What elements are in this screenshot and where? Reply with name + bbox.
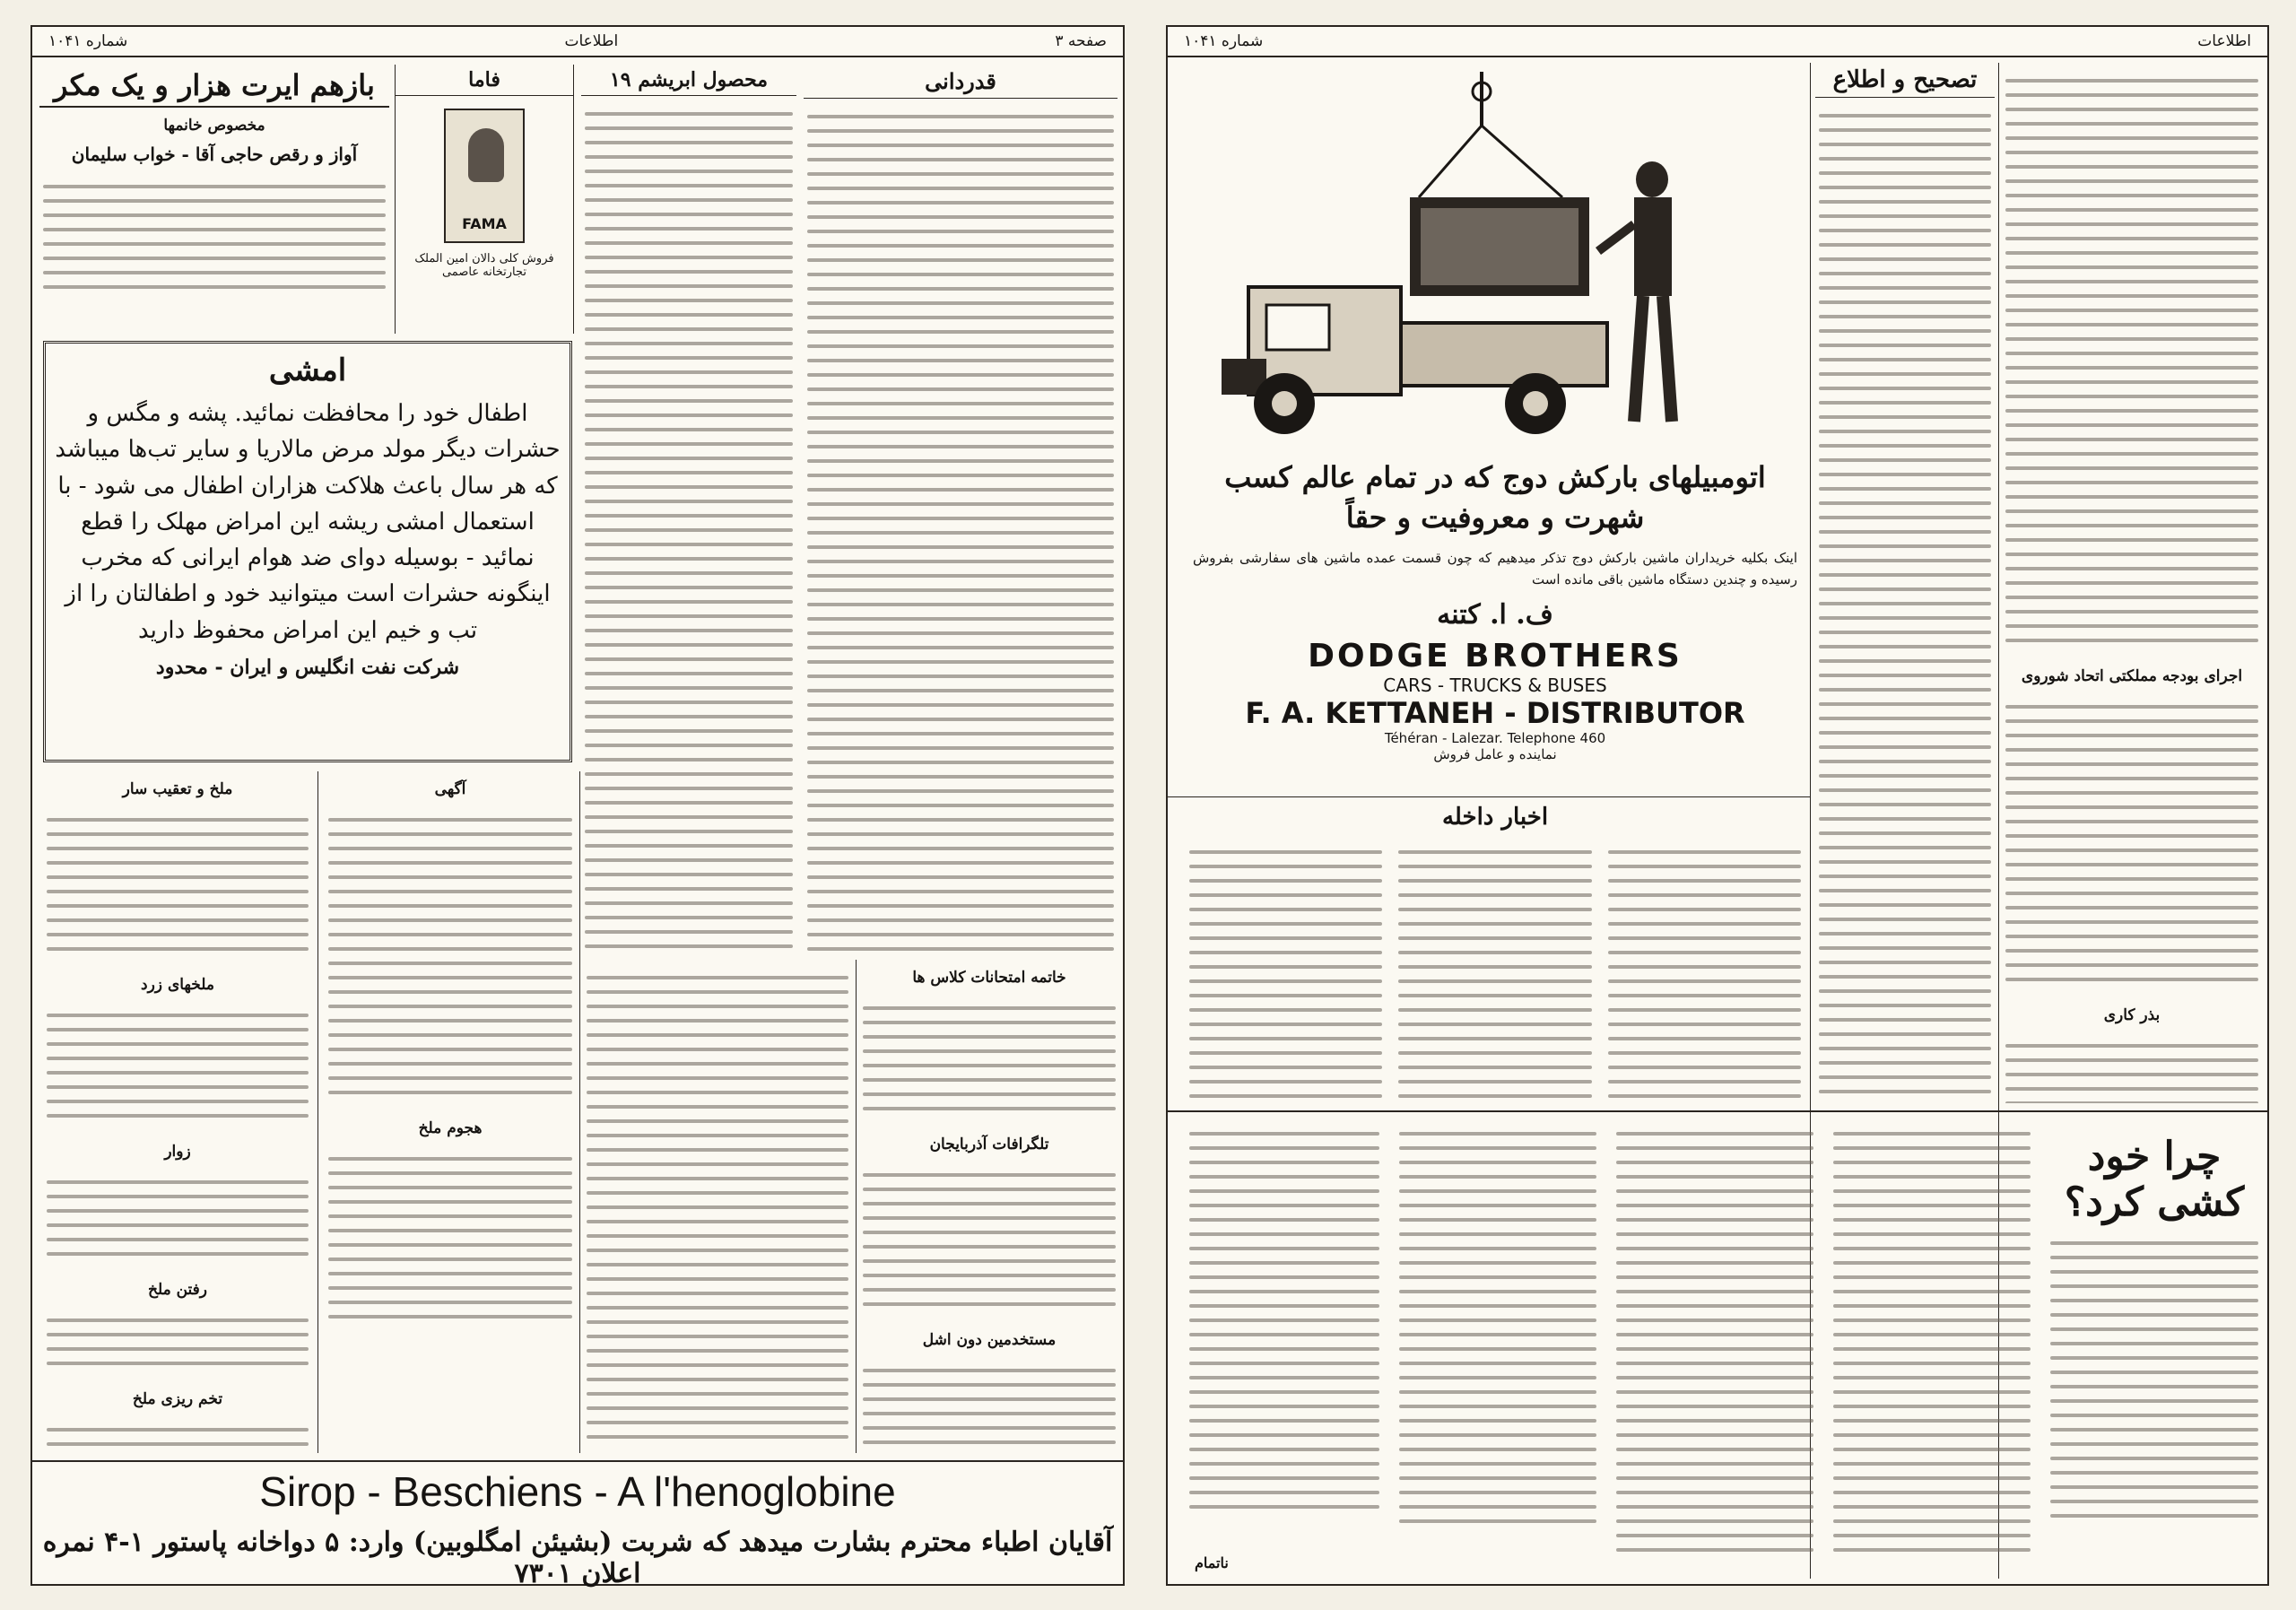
locust-heading: ملخ و تعقیب سار [122,780,233,798]
exams-column [583,960,852,1453]
paper-name: اطلاعات [564,32,619,50]
dodge-persian-name: ف. ا. کتنه [1437,598,1553,631]
show-ad-line: آواز و رقص حاجی آقا - خواب سلیمان [71,144,358,165]
cigarette-pack-image [444,109,525,243]
locust-column [43,771,312,1453]
foreign-news-column [2002,63,2262,1103]
dodge-brand: DODGE BROTHERS [1308,637,1683,674]
suicide-story [1186,1116,2262,1582]
egg-laying-heading: تخم ریزی ملخ [132,1390,223,1408]
locust-leaving-heading: رفتن ملخ [147,1281,208,1299]
dodge-advertisement [1186,457,1805,789]
sowing-heading: بذر کاری [2103,1006,2161,1024]
amshi-title: امشی [268,352,347,388]
issue-number: شماره ۱۰۴۱ [48,32,128,50]
newspaper-page-right [1166,25,2269,1586]
dodge-line-3: Téhéran - Lalezar. Telephone 460 [1384,729,1606,746]
domestic-news-heading: اخبار داخله [1441,804,1549,831]
sirop-advertisement-latin: Sirop - Beschiens - A l'henoglobine [259,1468,896,1515]
correction-heading: تصحیح و اطلاع [1815,63,1995,98]
masthead-left-page [32,27,1123,57]
yellow-locust-heading: ملخهای زرد [141,976,214,994]
telegrams-column [859,960,1119,1453]
dodge-headline: اتومبیلهای بارکش دوج که در تمام عالم کسب شهرت و معروفیت و حقاً [1224,460,1766,535]
amshi-advertisement [43,341,572,762]
dodge-line-2: F. A. KETTANEH - DISTRIBUTOR [1245,695,1745,730]
gratitude-column [804,65,1118,953]
show-ad-subtitle: مخصوص خانمها [163,117,265,135]
gratitude-heading: قدردانی [804,65,1118,99]
amshi-signature: شرکت نفت انگلیس و ایران - محدود [155,656,460,680]
paper-name: اطلاعات [2197,32,2251,50]
masthead-right-page [1168,27,2267,57]
page-number: صفحه ۳ [1055,32,1107,50]
correction-column [1815,63,1995,1103]
portrait-icon [468,128,504,182]
dodge-line-1: CARS - TRUCKS & BUSES [1383,674,1607,696]
domestic-news [1186,800,1805,1105]
budget-heading: اجرای بودجه مملکتی اتحاد شوروی [2021,667,2243,685]
fama-caption: فروش کلی دالان امین الملک تجارتخانه عاصمی [414,252,554,279]
dodge-body: اینک بکلیه خریداران ماشین بارکش دوج تذکر میدهیم که چون قسمت عمده ماشین های سفارشی بفروش رسیده و چندین دستگاه ماشین باقی مانده است [1193,549,1797,587]
notice-column [325,771,576,1453]
attack-heading: هجوم ملخ [418,1119,483,1137]
dodge-persian-footer: نماینده و عامل فروش [1433,745,1557,762]
show-ad-title: بازهم ایرت هزار و یک مکر [39,65,389,108]
show-advertisement [39,65,389,334]
exams-heading: خاتمه امتحانات کلاس ها [912,969,1066,987]
amshi-body: اطفال خود را محافظت نمائید. پشه و مگس و حشرات دیگر مولد مرض مالاریا و سایر تب‌ها میباشد که هر سال باعث هلاکت هزاران اطفال می شود - با استعمال امشی ریشه این امراض مهلک را قطع نمائید - بوسیله دوای ضد هوام ایرانی که مخرب اینگونه حشرات است میتوانید خود و اطفالتان را از تب و خیم این امراض محفوظ دارید [55,400,561,644]
fama-brand: FAMA [462,215,507,232]
sirop-advertisement-persian: آقایان اطباء محترم بشارت میدهد که شربت (بشیئن امگلوبین) وارد: ۵ دواخانه پاستور ۱-۴ نمره اعلان ۷۳۰۱ [42,1527,1113,1589]
notice-heading: آگهی [434,780,466,798]
silk-heading: محصول ابریشم ۱۹ [581,65,796,96]
azerbaijan-telegrams-heading: تلگرافات آذربایجان [929,1136,1049,1153]
fama-advertisement [395,65,574,334]
fama-heading: فاما [396,65,573,96]
pilgrims-heading: زوار [164,1143,191,1161]
continued-mark: ناتمام [1195,1554,1229,1571]
dodge-truck-illustration [1213,72,1715,448]
silk-column [581,65,796,953]
issue-number: شماره ۱۰۴۱ [1184,32,1264,50]
suicide-story-heading: چرا خود کشی کرد؟ [2064,1134,2245,1225]
newspaper-page-left [30,25,1125,1589]
employees-heading: مستخدمین دون اشل [922,1331,1057,1349]
